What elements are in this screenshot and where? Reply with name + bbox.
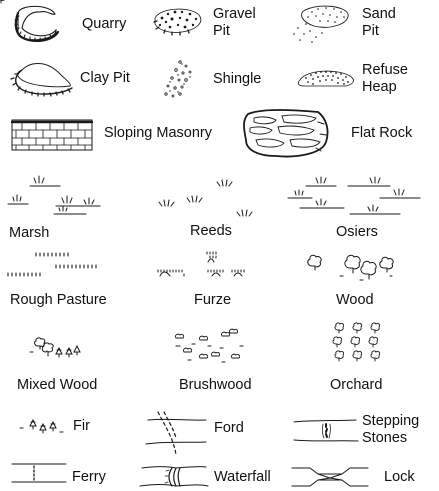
label-refuse-heap-line-1: Refuse [362, 62, 408, 78]
label-sand-pit-line-2: Pit [362, 23, 379, 39]
osiers-symbol [288, 177, 420, 214]
quarry-symbol [15, 6, 58, 41]
waterfall-symbol [140, 467, 208, 487]
refuse-heap-symbol [298, 71, 353, 86]
marsh-symbol [8, 176, 100, 214]
label-gravel-pit-line-1: Gravel [213, 6, 256, 22]
gravel-pit-symbol [154, 9, 201, 35]
label-brushwood: Brushwood [179, 377, 252, 393]
label-rough-pasture: Rough Pasture [10, 292, 107, 308]
label-stepping-stones [362, 413, 419, 447]
ford-symbol [146, 412, 206, 456]
label-furze: Furze [194, 292, 232, 308]
label-waterfall: Waterfall [214, 469, 271, 485]
fir-symbol [20, 420, 63, 433]
mixed-wood-symbol [30, 338, 80, 357]
label-ferry: Ferry [72, 469, 106, 485]
label-wood: Wood [336, 292, 374, 308]
lock-symbol [292, 468, 368, 486]
label-ford: Ford [214, 420, 244, 436]
label-sloping-masonry: Sloping Masonry [104, 125, 212, 141]
furze-symbol [158, 252, 244, 276]
label-sand-pit [362, 6, 396, 40]
shingle-symbol [165, 61, 191, 97]
label-reeds: Reeds [190, 223, 232, 239]
label-quarry: Quarry [82, 16, 127, 32]
brushwood-symbol [175, 329, 243, 362]
label-gravel-pit [213, 6, 256, 40]
label-gravel-pit-line-2: Pit [213, 23, 230, 39]
label-shingle: Shingle [213, 71, 262, 87]
sloping-masonry-symbol [12, 120, 92, 150]
label-sand-pit-line-1: Sand [362, 6, 396, 22]
label-orchard: Orchard [330, 377, 383, 393]
label-refuse-heap [362, 62, 408, 96]
rough-pasture-symbol [8, 253, 96, 276]
stepping-stones-symbol [294, 420, 358, 441]
label-mixed-wood: Mixed Wood [17, 377, 98, 393]
wood-symbol [308, 255, 393, 280]
ferry-symbol [12, 464, 66, 482]
label-fir: Fir [73, 418, 90, 434]
label-refuse-heap-line-2: Heap [362, 79, 397, 95]
label-stepping-stones-line-1: Stepping [362, 413, 420, 429]
label-clay-pit: Clay Pit [80, 70, 130, 86]
clay-pit-symbol [11, 64, 72, 97]
label-flat-rock: Flat Rock [351, 125, 413, 141]
label-stepping-stones-line-2: Stones [362, 430, 408, 446]
label-osiers: Osiers [336, 224, 378, 240]
flat-rock-symbol [244, 110, 328, 156]
sand-pit-symbol [293, 6, 348, 43]
label-marsh: Marsh [9, 225, 50, 241]
label-lock: Lock [384, 469, 415, 485]
reeds-symbol [159, 180, 252, 216]
